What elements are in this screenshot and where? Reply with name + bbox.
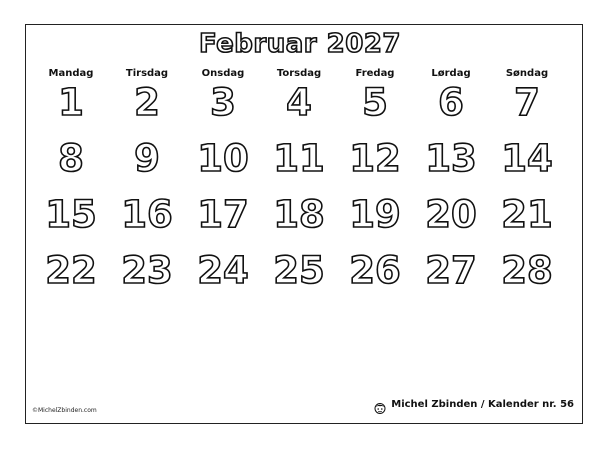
day-cell: 9: [134, 137, 160, 180]
day-cell: 17: [197, 193, 249, 236]
day-cell: 10: [197, 137, 249, 180]
day-cell: 20: [425, 193, 477, 236]
day-cell: 2: [134, 81, 160, 124]
day-cell: 22: [45, 249, 97, 292]
day-cell: 3: [210, 81, 236, 124]
day-cell: 28: [501, 249, 553, 292]
weekday-saturday: Lørdag: [431, 68, 471, 79]
day-cell: 21: [501, 193, 553, 236]
day-cell: 7: [514, 81, 540, 124]
credit-text: Michel Zbinden / Kalender nr. 56: [391, 399, 574, 410]
day-cell: 6: [438, 81, 464, 124]
day-cell: 19: [349, 193, 401, 236]
day-cell: 15: [45, 193, 97, 236]
face-icon: [373, 399, 387, 411]
day-cell: 12: [349, 137, 401, 180]
day-cell: 23: [121, 249, 173, 292]
weekday-friday: Fredag: [355, 68, 395, 79]
weekday-wednesday: Onsdag: [201, 68, 245, 79]
day-cell: 24: [197, 249, 249, 292]
day-cell: 18: [273, 193, 325, 236]
day-cell: 13: [425, 137, 477, 180]
weekday-thursday: Torsdag: [276, 68, 322, 79]
day-cell: 25: [273, 249, 325, 292]
weekday-monday: Mandag: [48, 68, 94, 79]
weekday-tuesday: Tirsdag: [125, 68, 169, 79]
weekday-sunday: Søndag: [505, 68, 549, 79]
day-cell: 16: [121, 193, 173, 236]
days-grid: [33, 80, 565, 304]
day-cell: 26: [349, 249, 401, 292]
day-cell: 1: [58, 81, 84, 124]
website-credit: ©MichelZbinden.com: [32, 407, 97, 414]
weekday-header-row: [33, 68, 565, 80]
day-cell: 8: [58, 137, 84, 180]
day-cell: 4: [286, 81, 312, 124]
calendar-title: Februar 2027: [198, 29, 402, 59]
author-credit: [373, 399, 574, 411]
day-cell: 11: [273, 137, 325, 180]
day-cell: 5: [362, 81, 388, 124]
day-cell: 14: [501, 137, 553, 180]
day-cell: 27: [425, 249, 477, 292]
